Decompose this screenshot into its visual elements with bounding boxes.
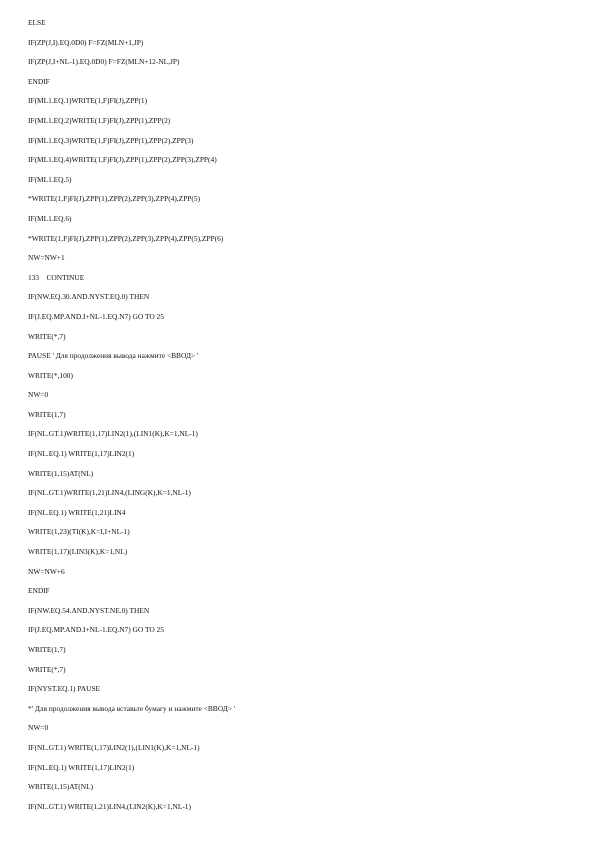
code-line: IF(ML1.EQ.4)WRITE(1,F)FI(J),ZPP(1),ZPP(2),ZPP(3),ZPP(4)	[28, 155, 217, 165]
code-line: WRITE(1,17)(LIN3(K),K=1,NL)	[28, 547, 128, 557]
code-line: IF(ZP(J,I).EQ.0D0) F=FZ(MLN+1,JP)	[28, 37, 144, 47]
code-line: IF(ML1.EQ.6)	[28, 213, 72, 223]
code-line: ENDIF	[28, 76, 50, 86]
code-line: IF(ZP(J,I+NL-1).EQ.0D0) F=FZ(MLN+12-NL,JP)	[28, 57, 180, 67]
code-line: WRITE(1,7)	[28, 409, 66, 419]
code-line: IF(NL.GT.1)WRITE(1,21)LIN4,(LING(K),K=1,NL-1)	[28, 488, 191, 498]
code-line: WRITE(*,7)	[28, 664, 66, 674]
code-line: IF(NL.GT.1) WRITE(1,21)LIN4,(LIN2(K),K=1,NL-1)	[28, 801, 191, 811]
code-line: NW=0	[28, 390, 49, 400]
code-line: ELSE	[28, 18, 46, 27]
code-line: IF(ML1.EQ.3)WRITE(1,F)FI(J),ZPP(1),ZPP(2),ZPP(3)	[28, 135, 194, 145]
code-line: NW=0	[28, 723, 49, 733]
code-line: IF(NL.GT.1) WRITE(1,17)LIN2(1),(LIN1(K),K=1,NL-1)	[28, 742, 200, 752]
code-line: IF(NW.EQ.54.AND.NYST.NE.0) THEN	[28, 605, 150, 615]
code-line: NW=NW+1	[28, 253, 65, 263]
code-line: IF(J.EQ.MP.AND.I+NL-1.EQ.N7) GO TO 25	[28, 625, 164, 635]
code-line: *WRITE(1,F)FI(J),ZPP(1),ZPP(2),ZPP(3),ZPP(4),ZPP(5),ZPP(6)	[28, 233, 224, 243]
code-line: IF(J.EQ.MP.AND.I+NL-1.EQ.N7) GO TO 25	[28, 311, 164, 321]
code-line: *WRITE(1,F)FI(J),ZPP(1),ZPP(2),ZPP(3),ZPP(4),ZPP(5)	[28, 194, 201, 204]
code-line: NW=NW+6	[28, 566, 65, 576]
code-line: PAUSE ' Для продолжения вывода нажмите <ВВОД> '	[28, 351, 199, 361]
code-line: WRITE(1,15)AT(NL)	[28, 468, 94, 478]
code-line: WRITE(1,23)(TI(K),K=I,I+NL-1)	[28, 527, 130, 537]
code-line: IF(NW.EQ.30.AND.NYST.EQ.0) THEN	[28, 292, 150, 302]
fortran-code-listing	[28, 18, 568, 821]
code-line: ENDIF	[28, 586, 50, 596]
code-line: IF(NL.EQ.1) WRITE(1,21)LIN4	[28, 507, 126, 517]
code-line: WRITE(*,7)	[28, 331, 66, 341]
code-line: WRITE(1,15)AT(NL)	[28, 782, 94, 792]
code-line: IF(ML1.EQ.2)WRITE(1,F)FI(J),ZPP(1),ZPP(2)	[28, 115, 171, 125]
code-line: WRITE(*,100)	[28, 370, 73, 380]
code-line: WRITE(1,7)	[28, 645, 66, 654]
code-line: IF(NL.EQ.1) WRITE(1,17)LIN2(1)	[28, 762, 135, 772]
code-line: IF(ML1.EQ.1)WRITE(1,F)FI(J),ZPP(1)	[28, 96, 148, 106]
code-line: IF(NL.GT.1)WRITE(1,17)LIN2(1),(LIN1(K),K=1,NL-1)	[28, 429, 198, 439]
code-line: IF(NL.EQ.1) WRITE(1,17)LIN2(1)	[28, 449, 135, 459]
code-line: *' Для продолжения вывода вставьте бумагу и нажмите <ВВОД> '	[28, 703, 236, 713]
code-line: IF(NYST.EQ.1) PAUSE	[28, 684, 101, 694]
code-line: IF(ML1.EQ.5)	[28, 174, 72, 184]
code-line: 133 CONTINUE	[28, 272, 85, 282]
